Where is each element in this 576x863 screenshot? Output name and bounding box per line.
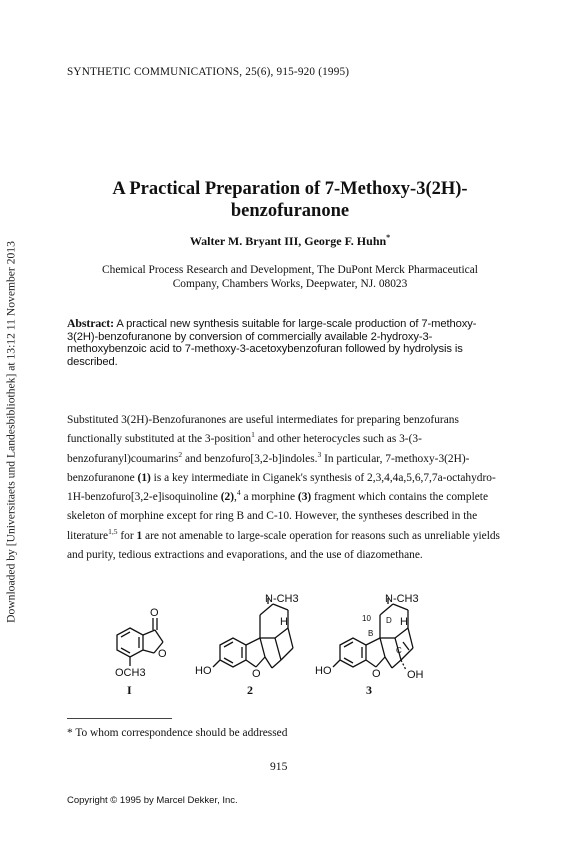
structure-3-amine-label: N-CH3	[385, 593, 419, 605]
abstract-text: A practical new synthesis suitable for large-scale production of 7-methoxy-3(2H)-benzofuranone by conversion of commercially available 2-hydroxy-3-methoxybenzoic acid to 7-methoxy-3-acetoxybenzofuran followed by hydrolysis is described.	[67, 318, 477, 368]
download-watermark-text: Downloaded by [Universitaets und Landesbibliothek] at 13:12 11 November 2013	[4, 241, 18, 623]
abstract-label: Abstract:	[67, 316, 114, 330]
reference-mark: 3	[317, 449, 322, 459]
title-line-1: A Practical Preparation of 7-Methoxy-3(2H)-	[112, 179, 468, 199]
body-paragraph	[67, 411, 513, 565]
compound-ref: (2)	[220, 491, 235, 504]
journal-header: SYNTHETIC COMMUNICATIONS, 25(6), 915-920 (1995)	[67, 66, 350, 78]
structure-2-oxygen-label: O	[252, 668, 261, 680]
structure-1-oxo-label: O	[150, 607, 159, 619]
structure-1-ring-oxygen-label: O	[158, 648, 167, 660]
structure-1	[117, 618, 163, 666]
body-text: are not amenable to large-scale operation for reasons such as unreliable yields and purity, tedious extractions and evaporations, and the use of diazomethane.	[67, 529, 500, 562]
correspondence-mark: *	[386, 233, 391, 242]
body-text: a morphine	[240, 491, 298, 504]
body-text: and other heterocycles such as 3-(3-benzofuranyl)coumarins	[67, 433, 422, 465]
reference-mark: 1,5	[108, 526, 118, 536]
structure-3-ring-c-label: C	[396, 646, 402, 655]
copyright-line: Copyright © 1995 by Marcel Dekker, Inc.	[67, 795, 238, 806]
structure-1-number: I	[127, 683, 132, 697]
compound-ref: (1)	[137, 471, 151, 484]
chemical-structures-figure	[100, 590, 480, 700]
title-line-2: benzofuranone	[230, 201, 350, 221]
structure-2-amine-label: N-CH3	[265, 593, 299, 605]
structure-2-hydrogen-label: H	[280, 616, 288, 628]
affiliation-line-2: Company, Chambers Works, Deepwater, NJ. 08023	[172, 278, 408, 290]
structure-3-ring-d-label: D	[386, 616, 392, 625]
reference-mark: 2	[178, 449, 183, 459]
structure-3-number: 3	[366, 683, 372, 697]
footnote-rule	[67, 718, 172, 719]
author-list	[40, 233, 540, 249]
body-text: ,	[234, 491, 237, 504]
download-watermark	[0, 0, 22, 863]
affiliation-line-1: Chemical Process Research and Development, The DuPont Merck Pharmaceutical	[102, 264, 478, 276]
structure-3-ring-b-label: B	[368, 629, 374, 638]
page-number: 915	[270, 760, 288, 773]
structure-2-number: 2	[247, 683, 253, 697]
reference-mark: 1	[251, 430, 255, 440]
intro-paragraph	[67, 411, 513, 565]
abstract	[67, 317, 487, 368]
structure-2-hydroxyl-label: HO	[195, 665, 212, 677]
body-text: Substituted 3(2H)-Benzofuranones are useful intermediates for preparing benzofurans functionally substituted at the 3-position	[67, 414, 459, 446]
body-text: for	[117, 529, 137, 542]
compound-ref: 1	[136, 529, 143, 542]
body-text: In particular, 7-methoxy-3(2H)-benzofuranone	[67, 452, 470, 484]
paper-title	[40, 178, 540, 222]
structure-3-hydrogen-label: H	[400, 616, 408, 628]
compound-ref: (3)	[297, 491, 312, 504]
footnote: * To whom correspondence should be addressed	[67, 727, 288, 739]
body-text: is a key intermediate in Ciganek's synthesis of 2,3,4,4a,5,6,7,7a-octahydro-1H-benzofuro[3,2-e]isoquinoline	[67, 471, 496, 504]
body-text: and benzofuro[3,2-b]indoles.	[182, 452, 318, 465]
reference-mark: 4	[236, 488, 241, 498]
structure-1-methoxy-label: OCH3	[115, 667, 146, 679]
structure-3-oh-label: OH	[407, 669, 424, 681]
structure-3-hydroxyl-label: HO	[315, 665, 332, 677]
body-text: fragment which contains the complete skeleton of morphine except for ring B and C-10. However, the syntheses described in the literature	[67, 491, 489, 542]
affiliation	[40, 263, 540, 291]
structure-3-oxygen-label: O	[372, 668, 381, 680]
author-names: Walter M. Bryant III, George F. Huhn	[189, 234, 387, 248]
structure-3-c10-label: 10	[362, 614, 371, 623]
structure-2	[213, 598, 293, 668]
